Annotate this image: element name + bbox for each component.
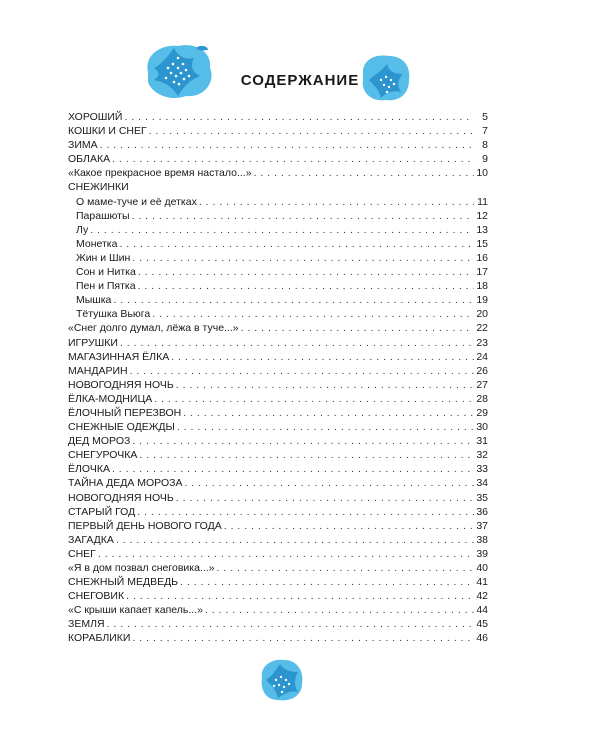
toc-leader-dots bbox=[205, 603, 474, 617]
toc-entry bbox=[68, 392, 488, 406]
toc-entry bbox=[68, 603, 488, 617]
toc-entry bbox=[68, 505, 488, 519]
toc-entry bbox=[68, 420, 488, 434]
toc-leader-dots bbox=[183, 406, 474, 420]
toc-entry-page: 39 bbox=[476, 547, 488, 560]
toc-entry-page: 33 bbox=[476, 463, 488, 476]
toc-entry bbox=[68, 307, 488, 321]
toc-entry bbox=[68, 631, 488, 645]
toc-entry-title: КОРАБЛИКИ bbox=[68, 632, 131, 645]
toc-leader-dots bbox=[126, 589, 474, 603]
toc-entry bbox=[68, 519, 488, 533]
toc-entry-title: ЗАГАДКА bbox=[68, 533, 114, 546]
toc-leader-dots bbox=[90, 223, 474, 237]
toc-entry-page: 15 bbox=[476, 237, 488, 250]
toc-entry-page: 22 bbox=[476, 322, 488, 335]
toc-entry bbox=[68, 223, 488, 237]
toc-entry-page: 28 bbox=[476, 392, 488, 405]
toc-entry-page: 20 bbox=[476, 308, 488, 321]
toc-entry-title: ЗИМА bbox=[68, 139, 98, 152]
toc-entry-title: ПЕРВЫЙ ДЕНЬ НОВОГО ГОДА bbox=[68, 519, 222, 532]
toc-entry-title: СТАРЫЙ ГОД bbox=[68, 505, 136, 518]
toc-entry bbox=[68, 434, 488, 448]
toc-entry-page: 35 bbox=[476, 491, 488, 504]
toc-entry-title: СНЕЖНЫЕ ОДЕЖДЫ bbox=[68, 421, 175, 434]
toc-entry bbox=[68, 195, 488, 209]
toc-entry bbox=[68, 448, 488, 462]
toc-entry bbox=[68, 265, 488, 279]
toc-leader-dots bbox=[132, 251, 474, 265]
toc-entry-page: 16 bbox=[476, 251, 488, 264]
toc-entry bbox=[68, 152, 488, 166]
toc-leader-dots bbox=[184, 476, 474, 490]
toc-entry bbox=[68, 561, 488, 575]
toc-leader-dots bbox=[254, 166, 474, 180]
toc-leader-dots bbox=[132, 434, 474, 448]
toc-entry-page: 44 bbox=[476, 604, 488, 617]
toc-entry-title: «Какое прекрасное время настало...» bbox=[68, 167, 252, 180]
toc-entry bbox=[68, 166, 488, 180]
toc-entry-page: 5 bbox=[482, 111, 488, 123]
toc-leader-dots bbox=[124, 110, 474, 124]
toc-entry bbox=[68, 350, 488, 364]
toc-entry bbox=[68, 617, 488, 631]
toc-entry bbox=[68, 575, 488, 589]
toc-leader-dots bbox=[98, 547, 474, 561]
toc-entry-title: ИГРУШКИ bbox=[68, 336, 118, 349]
toc-entry bbox=[68, 406, 488, 420]
toc-entry-page: 27 bbox=[476, 378, 488, 391]
toc-leader-dots bbox=[138, 265, 474, 279]
toc-leader-dots bbox=[241, 321, 474, 335]
toc-entry-page: 40 bbox=[476, 562, 488, 574]
toc-entry-title: НОВОГОДНЯЯ НОЧЬ bbox=[68, 378, 174, 391]
toc-leader-dots bbox=[139, 448, 474, 462]
toc-entry-title: Монетка bbox=[76, 237, 118, 250]
toc-entry-title: Жин и Шин bbox=[76, 251, 131, 264]
toc-entry bbox=[68, 293, 488, 307]
toc-entry bbox=[68, 336, 488, 350]
toc-leader-dots bbox=[119, 237, 474, 251]
toc-entry-title: О маме-туче и её детках bbox=[76, 195, 197, 208]
toc-entry-page: 36 bbox=[476, 505, 488, 518]
toc-entry bbox=[68, 138, 488, 152]
toc-entry bbox=[68, 364, 488, 378]
toc-entry-page: 7 bbox=[482, 125, 488, 138]
toc-leader-dots bbox=[154, 392, 474, 406]
page-title: СОДЕРЖАНИЕ bbox=[240, 72, 360, 89]
toc-entry-title: ДЕД МОРОЗ bbox=[68, 435, 131, 448]
toc-entry-title: Лу bbox=[76, 223, 89, 236]
toc-entry-page: 13 bbox=[476, 223, 488, 236]
toc-entry-title: СНЕГОВИК bbox=[68, 590, 125, 603]
toc-entry-title: ХОРОШИЙ bbox=[68, 111, 123, 123]
table-of-contents bbox=[68, 110, 488, 646]
toc-leader-dots bbox=[171, 350, 474, 364]
toc-entry-page: 10 bbox=[476, 167, 488, 180]
toc-entry-title: «С крыши капает капель...» bbox=[68, 604, 203, 617]
toc-entry-title: НОВОГОДНЯЯ НОЧЬ bbox=[68, 491, 174, 504]
toc-entry bbox=[68, 251, 488, 265]
toc-entry bbox=[68, 110, 488, 124]
toc-leader-dots bbox=[224, 519, 474, 533]
toc-entry-page: 37 bbox=[476, 519, 488, 532]
toc-entry bbox=[68, 279, 488, 293]
toc-entry-page: 19 bbox=[476, 294, 488, 307]
toc-entry bbox=[68, 209, 488, 223]
toc-entry-page: 9 bbox=[482, 153, 488, 166]
toc-entry bbox=[68, 180, 488, 194]
snow-bird-ornament-icon bbox=[138, 38, 218, 104]
toc-leader-dots bbox=[138, 279, 474, 293]
toc-leader-dots bbox=[120, 336, 474, 350]
toc-entry-page: 31 bbox=[476, 435, 488, 448]
toc-entry-page: 12 bbox=[476, 209, 488, 222]
toc-entry-page: 30 bbox=[476, 421, 488, 434]
toc-entry bbox=[68, 462, 488, 476]
toc-entry-title: Мышка bbox=[76, 294, 112, 307]
toc-leader-dots bbox=[217, 561, 474, 575]
toc-entry-title: «Я в дом позвал снеговика...» bbox=[68, 562, 215, 574]
toc-entry bbox=[68, 533, 488, 547]
toc-entry bbox=[68, 237, 488, 251]
toc-entry bbox=[68, 321, 488, 335]
toc-entry-page: 45 bbox=[476, 618, 488, 631]
toc-leader-dots bbox=[137, 505, 474, 519]
toc-entry-title: Сон и Нитка bbox=[76, 266, 136, 279]
toc-entry-title: ЗЕМЛЯ bbox=[68, 618, 105, 631]
toc-entry-page: 8 bbox=[482, 139, 488, 152]
toc-entry-title: МАГАЗИННАЯ ЁЛКА bbox=[68, 350, 170, 363]
toc-entry-title: ТАЙНА ДЕДА МОРОЗА bbox=[68, 477, 183, 490]
toc-entry-title: «Снег долго думал, лёжа в туче...» bbox=[68, 322, 239, 335]
toc-leader-dots bbox=[180, 575, 474, 589]
toc-entry-title: СНЕЖИНКИ bbox=[68, 181, 129, 194]
toc-entry-page: 46 bbox=[476, 632, 488, 645]
toc-entry-title: СНЕЖНЫЙ МЕДВЕДЬ bbox=[68, 576, 179, 589]
toc-leader-dots bbox=[177, 420, 474, 434]
toc-leader-dots bbox=[112, 152, 474, 166]
toc-entry-page: 32 bbox=[476, 449, 488, 462]
toc-entry bbox=[68, 378, 488, 392]
toc-entry-title: Тётушка Вьюга bbox=[76, 308, 151, 321]
toc-leader-dots bbox=[100, 138, 474, 152]
toc-entry-title: ОБЛАКА bbox=[68, 153, 111, 166]
toc-entry-title: СНЕГ bbox=[68, 547, 96, 560]
toc-entry-title: Пен и Пятка bbox=[76, 280, 136, 293]
toc-entry-page: 11 bbox=[477, 195, 488, 208]
toc-entry-page: 23 bbox=[476, 336, 488, 349]
toc-entry-title: МАНДАРИН bbox=[68, 364, 128, 377]
toc-entry bbox=[68, 589, 488, 603]
toc-entry bbox=[68, 476, 488, 490]
toc-leader-dots bbox=[113, 293, 474, 307]
toc-entry-page: 26 bbox=[476, 364, 488, 377]
toc-leader-dots bbox=[199, 195, 474, 209]
toc-leader-dots bbox=[149, 124, 474, 138]
toc-entry-page: 17 bbox=[476, 266, 488, 279]
toc-entry-title: КОШКИ И СНЕГ bbox=[68, 125, 147, 138]
snow-ornament-icon bbox=[256, 656, 306, 704]
toc-entry-title: СНЕГУРОЧКА bbox=[68, 449, 138, 462]
toc-entry-title: ЁЛОЧКА bbox=[68, 463, 110, 476]
toc-entry-page: 34 bbox=[476, 477, 488, 490]
toc-leader-dots bbox=[112, 462, 474, 476]
toc-leader-dots bbox=[116, 533, 474, 547]
toc-leader-dots bbox=[132, 209, 475, 223]
toc-entry-title: Парашюты bbox=[76, 209, 130, 222]
toc-entry bbox=[68, 547, 488, 561]
toc-entry-page: 41 bbox=[476, 576, 488, 589]
toc-entry-page: 24 bbox=[476, 350, 488, 363]
toc-entry-page: 29 bbox=[476, 406, 488, 419]
toc-entry-page: 38 bbox=[476, 533, 488, 546]
toc-entry-page: 18 bbox=[476, 280, 488, 293]
toc-entry bbox=[68, 491, 488, 505]
toc-entry-page: 42 bbox=[476, 590, 488, 603]
toc-entry bbox=[68, 124, 488, 138]
toc-leader-dots bbox=[107, 617, 474, 631]
toc-leader-dots bbox=[132, 631, 474, 645]
toc-leader-dots bbox=[176, 378, 474, 392]
toc-leader-dots bbox=[130, 364, 474, 378]
toc-entry-title: ЁЛКА-МОДНИЦА bbox=[68, 392, 153, 405]
toc-entry-title: ЁЛОЧНЫЙ ПЕРЕЗВОН bbox=[68, 406, 182, 419]
toc-leader-dots bbox=[176, 491, 474, 505]
toc-leader-dots bbox=[152, 307, 474, 321]
